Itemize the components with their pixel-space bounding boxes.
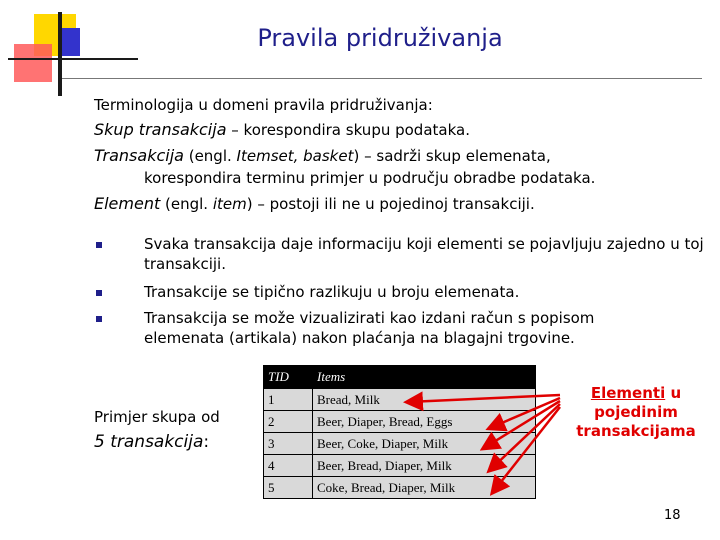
example-colon: :	[203, 432, 210, 452]
definition-text: – korespondira skupu podataka.	[226, 121, 470, 139]
cell-tid: 4	[264, 455, 313, 477]
cell-items: Coke, Bread, Diaper, Milk	[313, 477, 536, 499]
term-transakcija: Transakcija	[94, 146, 184, 165]
term-english: item	[212, 195, 247, 213]
page-title: Pravila pridruživanja	[257, 24, 503, 52]
example-count-text: 5 transakcija	[94, 432, 204, 452]
term-element: Element	[94, 194, 161, 213]
callout-line-3: transakcijama	[576, 422, 696, 440]
header-items: Items	[313, 366, 536, 389]
definition-continuation: korespondira terminu primjer u području obradbe podataka.	[144, 169, 596, 187]
callout-word-u: u	[665, 384, 682, 402]
callout-word-elementi: Elementi	[590, 384, 666, 402]
bullet-text: Transakcija se može vizualizirati kao izdani račun s popisom elemenata (artikala) nakon plaćanja na blagajni trgovine.	[144, 309, 595, 347]
bullet-text: Svaka transakcija daje informaciju koji elementi se pojavljuju zajedno u toj transakciji.	[144, 235, 704, 273]
term-english: Itemset, basket	[236, 147, 354, 165]
definition-text: (engl.	[183, 147, 237, 165]
cell-tid: 2	[264, 411, 313, 433]
page-number: 18	[664, 508, 681, 523]
cell-items: Beer, Diaper, Bread, Eggs	[313, 411, 536, 433]
cell-tid: 5	[264, 477, 313, 499]
bullet-text: Transakcije se tipično razlikuju u broju elemenata.	[144, 283, 520, 301]
cell-items: Bread, Milk	[313, 389, 536, 411]
example-label: Primjer skupa od	[94, 408, 220, 426]
cell-items: Beer, Coke, Diaper, Milk	[313, 433, 536, 455]
callout-text	[566, 384, 706, 441]
intro-line: Terminologija u domeni pravila pridruživanja:	[94, 96, 433, 114]
cell-items: Beer, Bread, Diaper, Milk	[313, 455, 536, 477]
definition-text: (engl.	[160, 195, 213, 213]
term-skup-transakcija: Skup transakcija	[94, 120, 227, 139]
header-tid: TID	[264, 366, 313, 389]
arrow-to-row-1	[408, 395, 560, 402]
definition-text: ) – sadrži skup elemenata,	[353, 147, 551, 165]
callout-line-2: pojedinim	[594, 403, 678, 421]
definition-text: ) – postoji ili ne u pojedinoj transakciji.	[246, 195, 535, 213]
arrow-to-row-5	[493, 407, 560, 492]
cell-tid: 1	[264, 389, 313, 411]
cell-tid: 3	[264, 433, 313, 455]
